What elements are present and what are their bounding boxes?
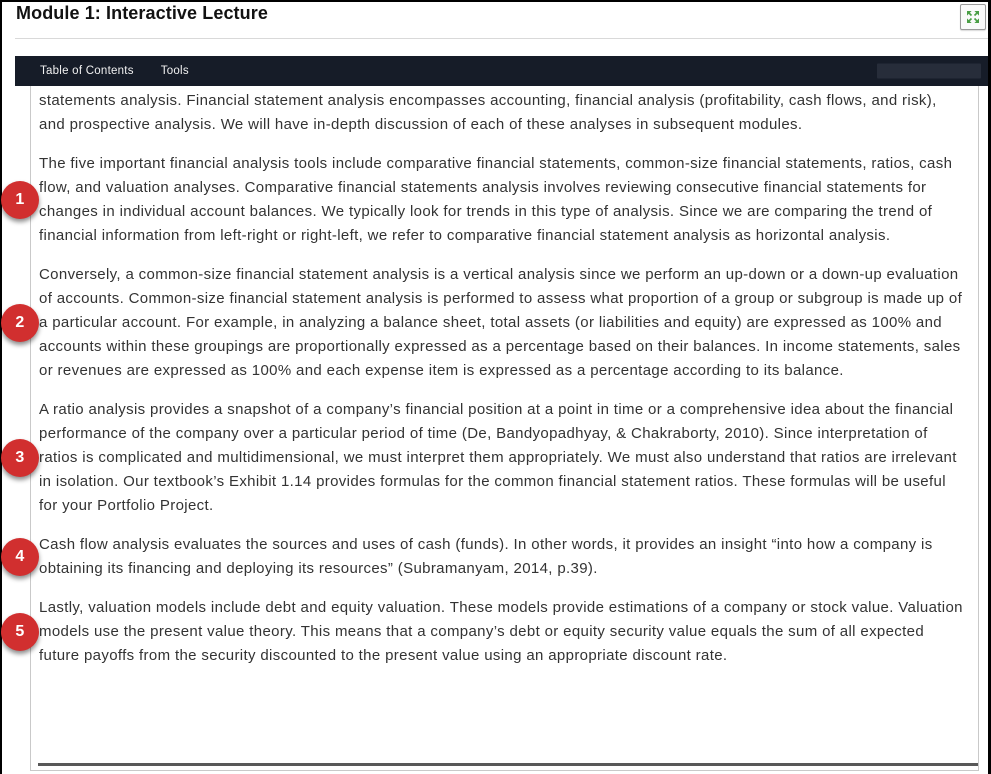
lecture-paragraph — [15, 596, 966, 668]
nav-item-table-of-contents[interactable]: Table of Contents — [40, 65, 134, 77]
step-badge-1[interactable]: 1 — [1, 181, 39, 219]
step-badge-4[interactable]: 4 — [1, 538, 39, 576]
lecture-paragraph — [15, 533, 966, 581]
lecture-paragraph — [15, 263, 966, 383]
lecture-body — [15, 89, 966, 668]
paragraph-text: Cash flow analysis evaluates the sources and uses of cash (funds). In other words, it provides an insight “into how a company is obtaining its financing and deploying its resources” (Subramanyam, 2014, p.39). — [39, 536, 933, 577]
lecture-paragraph — [15, 152, 966, 248]
paragraph-text: statements analysis. Financial statement analysis encompasses accounting, financial analysis (profitability, cash flows, and risk), and prospective analysis. We will have in-depth discussion of each of these analyses in subsequent modules. — [39, 92, 937, 133]
bottom-divider — [38, 763, 978, 766]
redacted-item — [877, 64, 981, 79]
paragraph-text: The five important financial analysis tools include comparative financial statements, common-size financial statements, ratios, cash flow, and valuation analyses. Comparative financial statements analysis involves reviewing consecutive financial statements for changes in individual account balances. We typically look for trends in this type of analysis. Since we are comparing the trend of financial information from left-right or right-left, we refer to comparative financial statement analysis as horizontal analysis. — [39, 155, 953, 244]
page-title: Module 1: Interactive Lecture — [16, 3, 268, 23]
paragraph-text: A ratio analysis provides a snapshot of a company’s financial position at a point in time or a comprehensive idea about the financial performance of the company over a particular period of time (De, Bandyopadhyay, & Chakraborty, 2010). Since interpretation of ratios is complicated and multidimensional, we must interpret them appropriately. We must also understand that ratios are irrelevant in isolation. Our textbook’s Exhibit 1.14 provides formulas for the common financial statement ratios. These formulas will be useful for your Portfolio Project. — [39, 401, 957, 514]
lecture-paragraph — [15, 398, 966, 518]
lecture-paragraph — [39, 89, 966, 137]
fullscreen-button[interactable] — [960, 4, 986, 30]
paragraph-text: Lastly, valuation models include debt and equity valuation. These models provide estimations of a company or stock value. Valuation models use the present value theory. This means that a company’s debt or equity security value equals the sum of all expected future payoffs from the security discounted to the present value using an appropriate discount rate. — [39, 599, 963, 664]
lecture-content — [15, 86, 979, 771]
lecture-toolbar — [15, 56, 988, 86]
nav-item-tools[interactable]: Tools — [160, 65, 189, 77]
paragraph-text: Conversely, a common-size financial statement analysis is a vertical analysis since we perform an up-down or a down-up evaluation of accounts. Common-size financial statement analysis is performed to assess what proportion of a group or subgroup is made up of a particular account. For example, in analyzing a balance sheet, total assets (or liabilities and equity) are expressed as 100% and accounts within these groupings are proportionally expressed as a percentage based on their balances. In income statements, sales or revenues are expressed as 100% and each expense item is expressed as a percentage according to its balance. — [39, 266, 963, 379]
step-badge-2[interactable]: 2 — [1, 304, 39, 342]
step-badge-5[interactable]: 5 — [1, 613, 39, 651]
expand-arrows-icon — [965, 9, 981, 25]
step-badge-3[interactable]: 3 — [1, 439, 39, 477]
header-divider — [15, 38, 988, 39]
